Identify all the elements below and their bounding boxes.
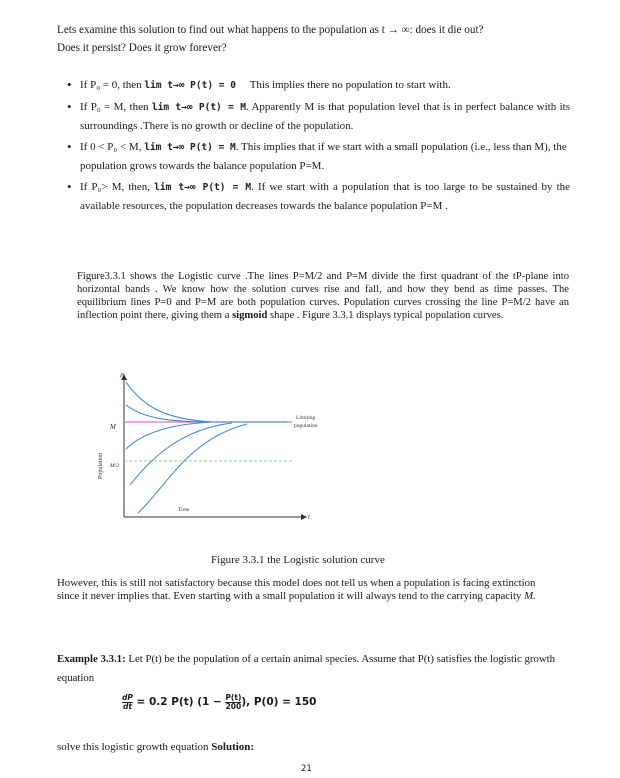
legend-limiting: Limiting <box>296 415 316 421</box>
limit-expression: lim t→∞ P(t) = 0 <box>144 80 236 91</box>
intro-line-2: Does it persist? Does it grow forever? <box>57 42 227 54</box>
x-axis-title: Time <box>178 507 190 513</box>
p-axis-label: P <box>120 373 124 379</box>
example-label: Example 3.3.1: <box>57 653 126 665</box>
figure-description-paragraph: Figure3.3.1 shows the Logistic curve .The lines P=M/2 and P=M divide the first quadrant of the tP-plane into horizontal bands . We know how the solution curves rise and fall, and how they bend as time passes. The equilibrium lines P=0 and P=M are both population curves. Population curves crossing the line P=M/2 have an inflection point there, giving them a sigmoid shape . Figure 3.3.1 displays typical population curves. <box>77 271 569 321</box>
solve-instruction: solve this logistic growth equation Solution: <box>57 741 255 753</box>
example-paragraph: Example 3.3.1: Let P(t) be the population of a certain animal species. Assume that P(t) satisfies the logistic growth equation <box>57 653 556 684</box>
tick-m-half: M/2 <box>110 463 119 469</box>
logistic-equation: $\frac{dP}{dt}$ = 0.2 P(t) (1 − $\frac{P(t)}{200}$ ), P(0) = 150 <box>122 692 317 711</box>
y-axis-title: Population <box>98 452 104 479</box>
figure-caption: Figure 3.3.1 the Logistic solution curve <box>211 554 385 566</box>
limit-expression: lim t→∞ P(t) = M <box>151 102 246 113</box>
t-axis-label: t <box>308 513 310 521</box>
intro-line-1: Lets examine this solution to find out what happens to the population as t → ∞: does it die out? <box>57 24 484 36</box>
bullet-p0-zero: • If P₀ = 0, then lim t→∞ P(t) = 0 This implies there no population to start with. <box>80 76 570 95</box>
bullet-p0-greater: • If P₀> M, then, lim t→∞ P(t) = M. If we start with a population that is too large to be sustained by the available resources, the population decreases towards the balance population P=M . <box>80 178 570 215</box>
legend-population: population <box>294 423 318 429</box>
logistic-curve-figure <box>82 367 342 542</box>
limit-expression: lim t→∞ P(t) = M <box>144 142 236 153</box>
limit-expression: lim t→∞ P(t) = M <box>154 182 252 193</box>
tick-m: M <box>110 423 116 431</box>
limit-cases-list <box>80 76 570 218</box>
curve-below-2 <box>130 423 232 485</box>
bold-term: sigmoid <box>232 310 268 321</box>
page-number: 21 <box>301 764 312 774</box>
intro-paragraph <box>57 21 567 57</box>
curve-below-3 <box>138 424 247 513</box>
curve-below-1 <box>126 422 212 449</box>
bullet-p0-between: • If 0 < P₀ < M, lim t→∞ P(t) = M. This implies that if we start with a small population (i.e., less than M), the population grows towards the balance population P=M. <box>80 138 570 175</box>
bullet-p0-equals-m: • If P₀ = M, then lim t→∞ P(t) = M. Apparently M is that population level that is in perfect balance with its surroundings .There is no growth or decline of the population. <box>80 98 570 135</box>
limitation-paragraph: However, this is still not satisfactory because this model does not tell us when a population is facing extinction since it never implies that. Even starting with a small population it will always tend to the carrying capacity M. <box>57 577 536 603</box>
